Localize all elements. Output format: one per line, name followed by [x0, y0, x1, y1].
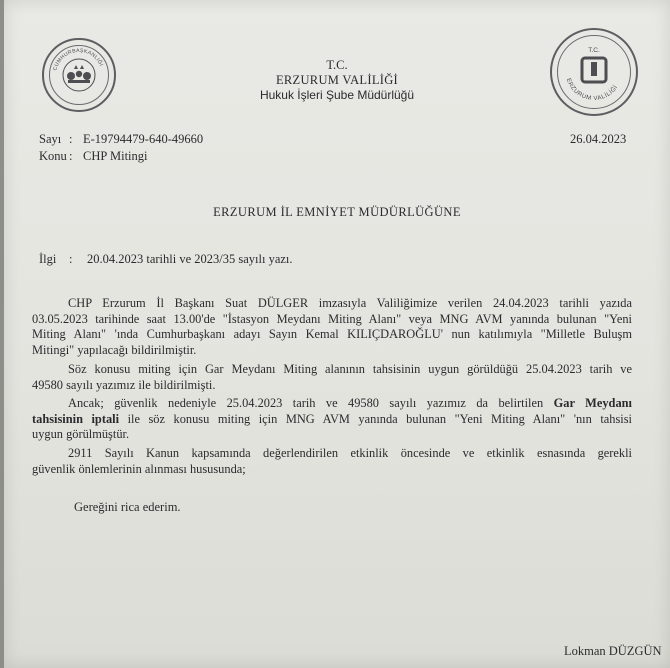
- paragraph-1-line: CHP Erzurum İl Başkanı Suat DÜLGER imzasıyla Valiliğimize verilen 24.04.2023 tarihli yazıda: [68, 296, 632, 310]
- sayi-label: Sayı: [39, 132, 62, 146]
- ilgi-label: İlgi: [39, 252, 57, 266]
- paragraph-4: [32, 446, 632, 477]
- addressee: ERZURUM İL EMNİYET MÜDÜRLÜĞÜNE: [213, 205, 461, 219]
- paragraph-2-line: 49580 sayılı yazımız ile bildirilmişti.: [32, 377, 216, 392]
- header-tc: T.C.: [326, 58, 348, 72]
- paragraph-4-line: 2911 Sayılı Kanun kapsamında değerlendirilen etkinlik öncesinde ve etkinlik esnasında gerekli: [68, 446, 632, 460]
- seal-left-text: CUMHURBAŞKANLIĞI: [52, 47, 105, 72]
- paragraph-3-bold: tahsisinin iptali: [32, 411, 120, 426]
- paragraph-1-line: Miting Alanı" 'ında Cumhurbaşkanı adayı Sayın Kemal KILIÇDAROĞLU' nun katılımıyla "Milletle Buluşm: [32, 327, 632, 342]
- ilgi-value: 20.04.2023 tarihli ve 2023/35 sayılı yazı.: [87, 252, 293, 266]
- konu-row: [39, 149, 147, 164]
- paragraph-4-line: güvenlik önlemlerinin alınması hususunda;: [32, 461, 246, 476]
- paragraph-3-line-2: [32, 412, 632, 428]
- paragraph-3-text: Ancak; güvenlik nedeniyle 25.04.2023 tarih ve 49580 sayılı yazımız da belirtilen: [68, 396, 554, 410]
- paragraph-3-bold: Gar Meydanı: [553, 396, 632, 410]
- paragraph-2-line: Söz konusu miting için Gar Meydanı Miting alanının tahsisinin uygun görüldüğü 25.04.2023 tarih ve: [68, 362, 632, 376]
- sayi-row: [39, 132, 203, 147]
- konu-label: Konu: [39, 149, 67, 163]
- seal-right-top: T.C.: [588, 47, 600, 54]
- sayi-colon: :: [69, 132, 73, 146]
- sayi-value: E-19794479-640-49660: [83, 132, 204, 146]
- document-date: 26.04.2023: [570, 132, 627, 146]
- document-page: [4, 0, 670, 668]
- paragraph-3-line-1: [32, 396, 632, 412]
- closing-text: Gereğini rica ederim.: [74, 500, 181, 514]
- paragraph-3: [32, 396, 632, 443]
- paragraph-2: [32, 362, 632, 393]
- paragraph-1-line: 03.05.2023 tarihinde saat 13.00'de "İstasyon Meydanı Miting Alanı" veya MNG AVM yanında bulunan "Yeni: [32, 311, 632, 326]
- paragraph-1: [32, 296, 632, 359]
- header-department: Hukuk İşleri Şube Müdürlüğü: [259, 88, 415, 102]
- seal-right-ring-text: ERZURUM VALİLİĞİ: [564, 77, 620, 103]
- ilgi-row: [39, 252, 293, 267]
- konu-colon: :: [69, 149, 73, 163]
- ilgi-colon: :: [69, 252, 73, 266]
- paragraph-1-line: Mitingi" yapılacağı bildirilmiştir.: [32, 343, 197, 358]
- paragraph-3-line-3: uygun görülmüştür.: [32, 427, 130, 442]
- paragraph-3-text: ile söz konusu miting için MNG AVM yanında bulunan "Yeni Miting Alanı" 'nın tahsisi: [119, 411, 633, 426]
- signature-name: Lokman DÜZGÜN: [564, 644, 662, 658]
- konu-value: CHP Mitingi: [83, 149, 148, 163]
- header-office: ERZURUM VALİLİĞİ: [275, 73, 399, 87]
